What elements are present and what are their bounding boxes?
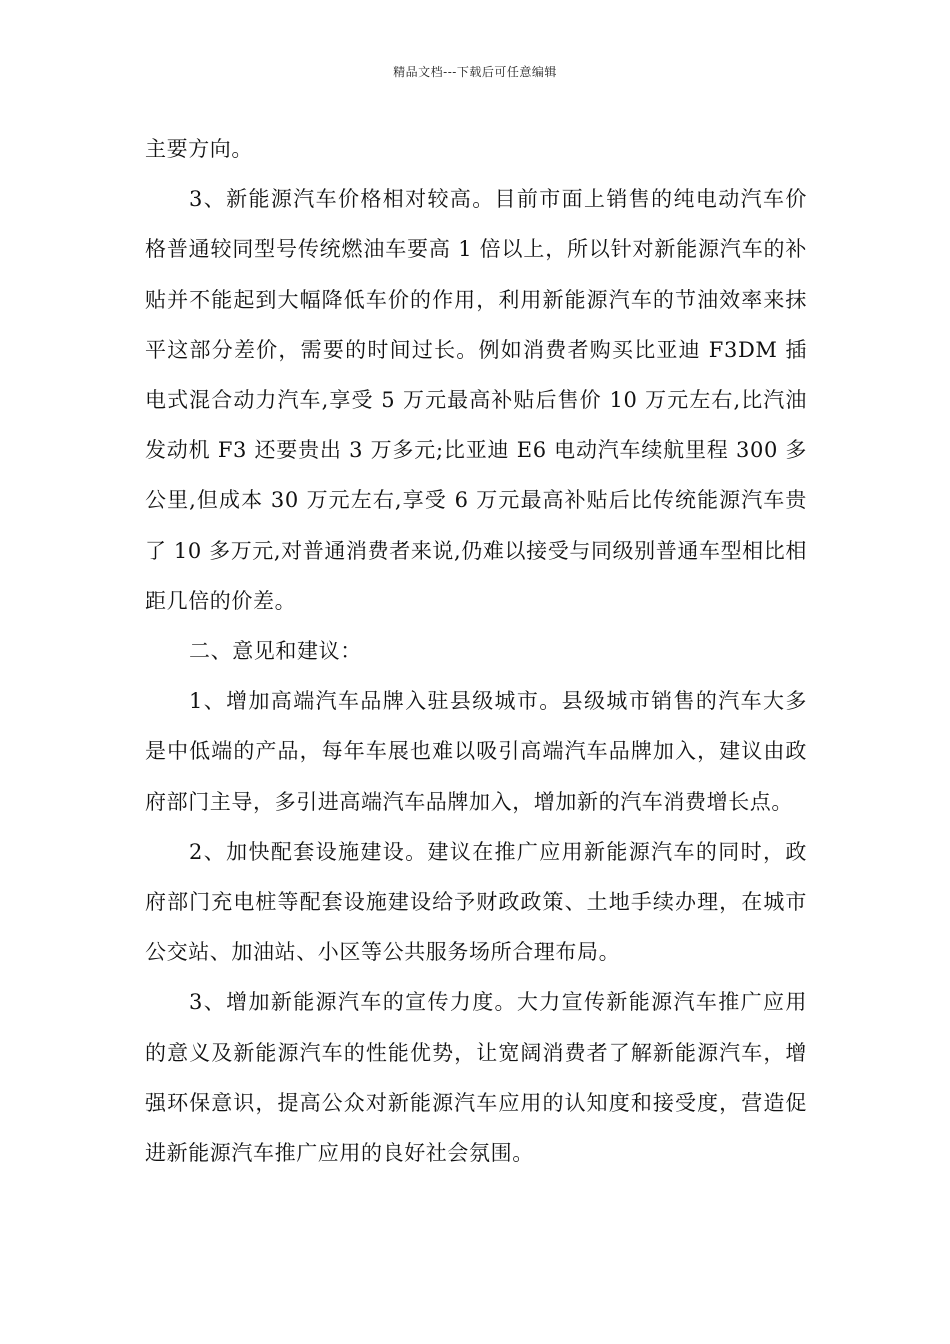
paragraph-suggestion-1: 1、增加高端汽车品牌入驻县级城市。县级城市销售的汽车大多是中低端的产品，每年车展也难以吸引高端汽车品牌加入，建议由政府部门主导，多引进高端汽车品牌加入，增加新的汽车消费增长点。	[145, 689, 807, 814]
paragraph-price-issue: 3、新能源汽车价格相对较高。目前市面上销售的纯电动汽车价格普通较同型号传统燃油车要高 1 倍以上，所以针对新能源汽车的补贴并不能起到大幅降低车价的作用，利用新能源汽车的节油效率来抹平这部分差价，需要的时间过长。例如消费者购买比亚迪 F3DM 插电式混合动力汽车,享受 5 万元最高补贴后售价 10 万元左右,比汽油发动机 F3 还要贵出 3 万多元;比亚迪 E6 电动汽车续航里程 300 多公里,但成本 30 万元左右,享受 6 万元最高补贴后比传统能源汽车贵了 10 多万元,对普通消费者来说,仍难以接受与同级别普通车型相比相距几倍的价差。	[145, 187, 807, 613]
page-header: 精品文档---下载后可任意编辑	[393, 65, 557, 79]
section-heading-suggestions: 二、意见和建议：	[189, 639, 362, 664]
document-body	[145, 124, 807, 1178]
paragraph-suggestion-3: 3、增加新能源汽车的宣传力度。大力宣传新能源汽车推广应用的意义及新能源汽车的性能优势，让宽阔消费者了解新能源汽车，增强环保意识，提高公众对新能源汽车应用的认知度和接受度，营造促进新能源汽车推广应用的良好社会氛围。	[145, 990, 807, 1166]
paragraph-suggestion-2: 2、加快配套设施建设。建议在推广应用新能源汽车的同时，政府部门充电桩等配套设施建设给予财政政策、土地手续办理，在城市公交站、加油站、小区等公共服务场所合理布局。	[145, 839, 807, 965]
paragraph-continuation: 主要方向。	[145, 137, 253, 161]
